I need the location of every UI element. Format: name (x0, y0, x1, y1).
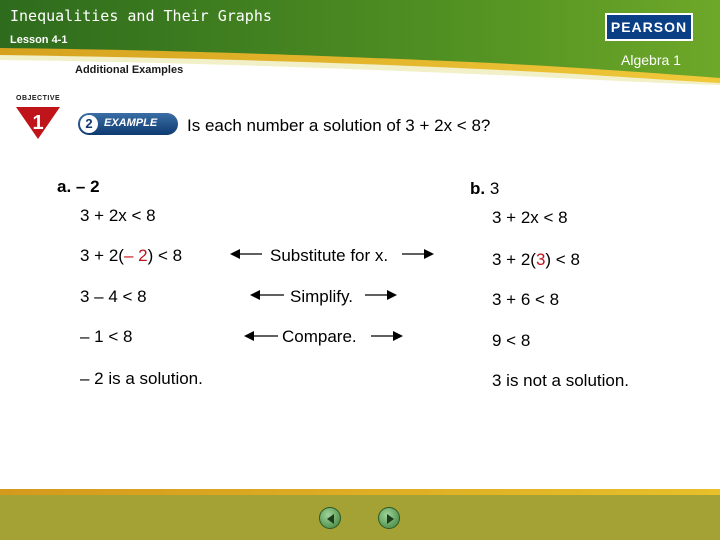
footer-strip (0, 489, 720, 495)
triangle-left-icon (320, 508, 342, 530)
substitute-label: Substitute for x. (270, 246, 389, 265)
part-a-value: – 2 (75, 177, 100, 196)
part-a-label: a. (57, 177, 72, 196)
slide-title: Inequalities and Their Graphs (10, 7, 272, 25)
header-band (0, 0, 720, 85)
example-number: 2 (80, 115, 98, 133)
part-b-step4: 9 < 8 (492, 331, 531, 350)
part-a-step3: 3 – 4 < 8 (80, 287, 147, 306)
lesson-label: Lesson 4-1 (10, 34, 68, 46)
part-b-step1: 3 + 2x < 8 (492, 208, 568, 227)
section-label: Additional Examples (75, 64, 184, 76)
compare-label: Compare. (282, 327, 357, 346)
triangle-right-icon (379, 508, 401, 530)
part-b-label: b. (470, 179, 486, 198)
course-label: Algebra 1 (621, 52, 681, 68)
footer-band (0, 489, 720, 540)
part-a-heading (57, 177, 100, 197)
example-label: EXAMPLE (104, 117, 158, 129)
question-text: Is each number a solution of 3 + 2x < 8? (187, 116, 491, 135)
objective-number: 1 (32, 112, 44, 134)
part-b-step3: 3 + 6 < 8 (492, 290, 560, 309)
part-a-step4: – 1 < 8 (80, 327, 133, 346)
arrow-left-substitute (230, 247, 262, 261)
part-b-value: 3 (489, 179, 500, 198)
arrow-right-compare (371, 329, 403, 343)
part-a-conclusion: – 2 is a solution. (80, 369, 203, 388)
arrow-left-compare (244, 329, 278, 343)
part-a-substituted-value: – 2 (123, 246, 148, 265)
part-b-conclusion: 3 is not a solution. (492, 371, 630, 390)
part-b-step2: 3 + 2(3) < 8 (492, 250, 580, 269)
next-button[interactable] (378, 507, 400, 529)
objective-label: OBJECTIVE (16, 95, 61, 102)
simplify-label: Simplify. (290, 287, 353, 306)
pearson-logo: PEARSON (605, 13, 693, 41)
part-a-step1: 3 + 2x < 8 (80, 206, 156, 225)
arrow-left-simplify (250, 288, 284, 302)
previous-button[interactable] (319, 507, 341, 529)
arrow-right-substitute (402, 247, 434, 261)
part-b-heading (470, 179, 499, 199)
part-a-step2: 3 + 2(– 2) < 8 (80, 246, 183, 265)
part-b-substituted-value: 3 (535, 250, 546, 269)
arrow-right-simplify (365, 288, 397, 302)
